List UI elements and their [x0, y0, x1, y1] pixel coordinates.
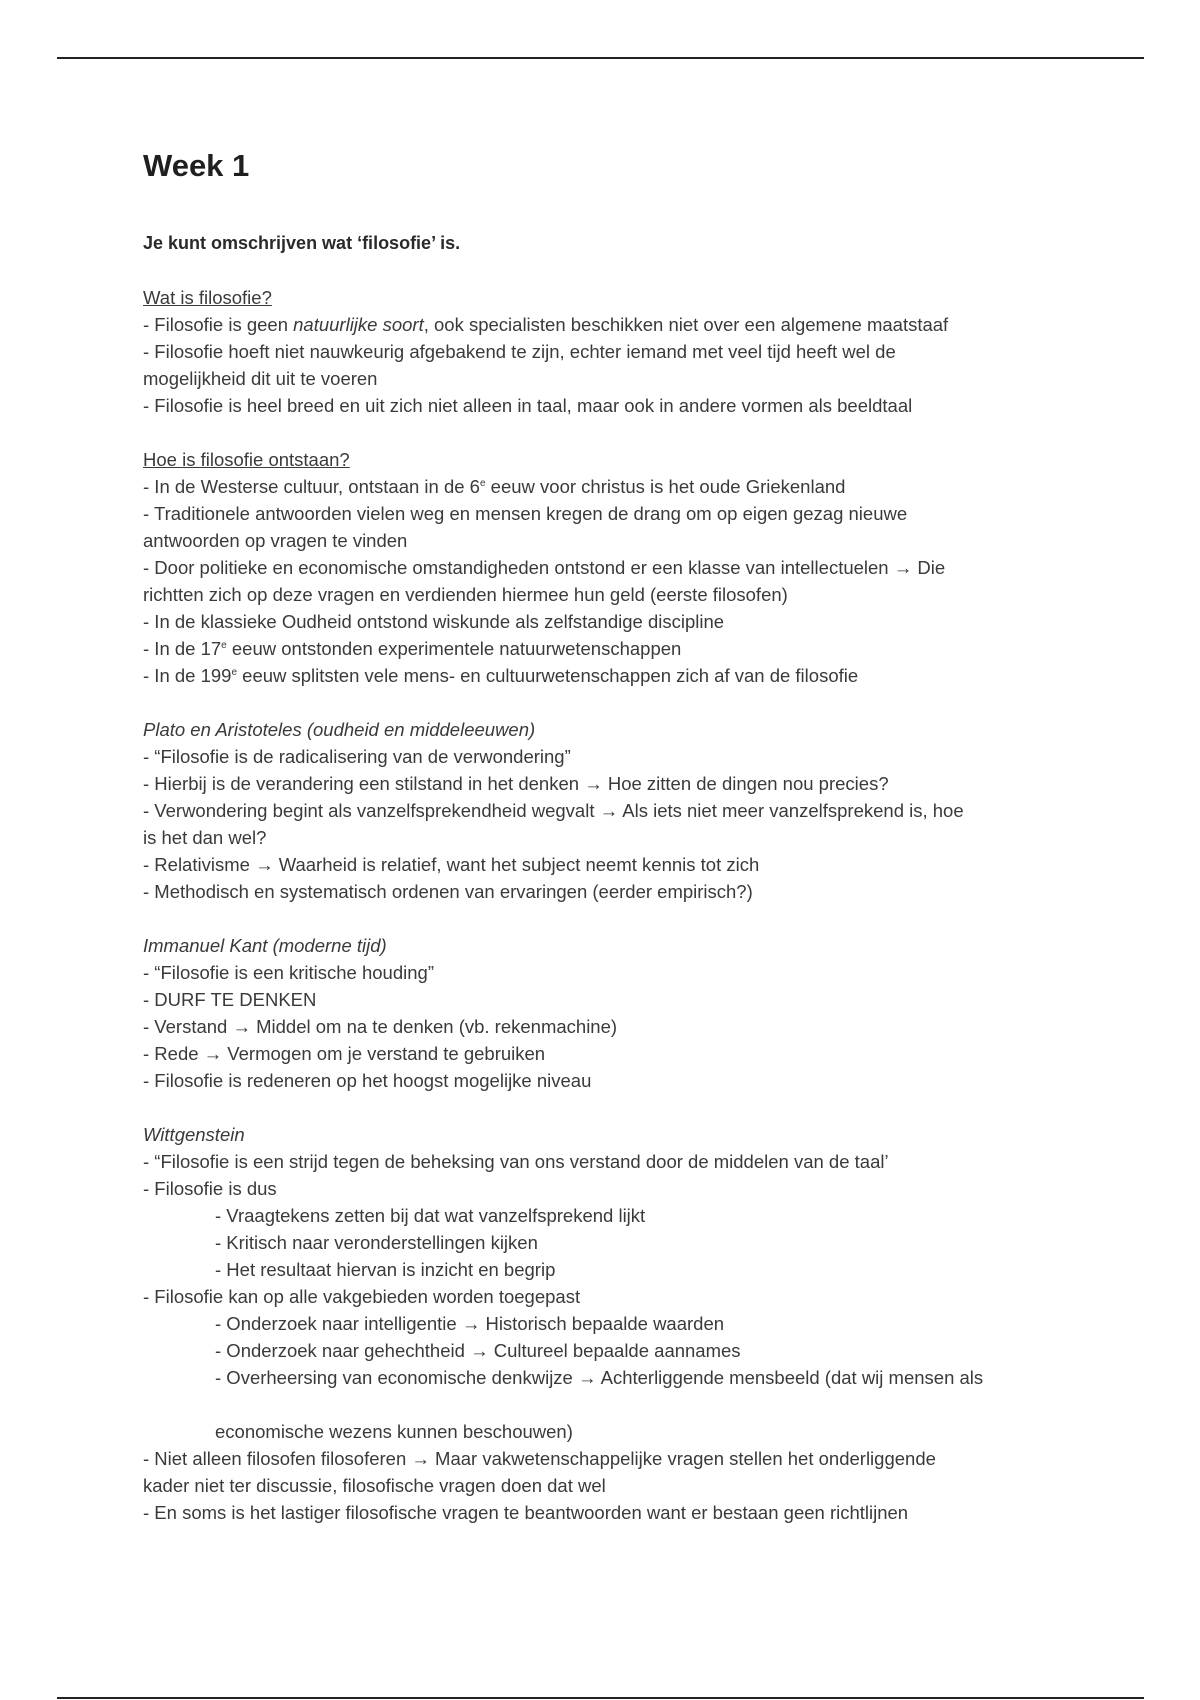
bullet-line: - Verstand → Middel om na te denken (vb. rekenmachine)	[143, 1016, 618, 1037]
section-heading: Wittgenstein	[143, 1124, 245, 1145]
bullet-line-continuation: richtten zich op deze vragen en verdienden hiermee hun geld (eerste filosofen)	[143, 584, 788, 605]
bullet-line: - “Filosofie is de radicalisering van de verwondering”	[143, 746, 571, 767]
section-heading: Hoe is filosofie ontstaan?	[143, 449, 350, 470]
section-hoe-is-filosofie-ontstaan	[143, 446, 1063, 689]
sub-bullet-line: - Kritisch naar veronderstellingen kijken	[215, 1232, 538, 1253]
sub-bullet-line: - Onderzoek naar gehechtheid → Cultureel bepaalde aannames	[215, 1340, 741, 1361]
arrow-icon: →	[203, 1043, 223, 1064]
arrow-icon: →	[255, 854, 274, 875]
bullet-line-continuation: antwoorden op vragen te vinden	[143, 530, 408, 551]
bullet-line: - Filosofie is geen natuurlijke soort, ook specialisten beschikken niet over een algemene maatstaaf	[143, 314, 949, 335]
bullet-line-continuation: mogelijkheid dit uit te voeren	[143, 368, 378, 389]
bullet-line: - “Filosofie is een strijd tegen de beheksing van ons verstand door de middelen van de taal’	[143, 1151, 889, 1172]
section-immanuel-kant	[143, 932, 1063, 1094]
arrow-icon: →	[461, 1313, 481, 1334]
arrow-icon: →	[893, 557, 913, 578]
section-plato-en-aristoteles	[143, 716, 1063, 905]
bullet-line-continuation: kader niet ter discussie, filosofische vragen doen dat wel	[143, 1475, 606, 1496]
section-heading: Wat is filosofie?	[143, 287, 272, 308]
bullet-line: - Door politieke en economische omstandigheden ontstond er een klasse van intellectuelen → Die	[143, 557, 946, 578]
bullet-line: - “Filosofie is een kritische houding”	[143, 962, 434, 983]
page-title: Week 1	[143, 148, 250, 183]
arrow-icon: →	[232, 1016, 251, 1037]
sub-bullet-line-continuation: economische wezens kunnen beschouwen)	[215, 1421, 573, 1442]
bullet-line: - Relativisme → Waarheid is relatief, want het subject neemt kennis tot zich	[143, 854, 760, 875]
bullet-line: - In de 17e eeuw ontstonden experimentele natuurwetenschappen	[143, 638, 682, 659]
section-wat-is-filosofie	[143, 284, 1063, 419]
bullet-line: - Niet alleen filosofen filosoferen → Maar vakwetenschappelijke vragen stellen het onderliggende	[143, 1448, 936, 1469]
bullet-line: - Filosofie kan op alle vakgebieden worden toegepast	[143, 1286, 581, 1307]
bullet-line: - Methodisch en systematisch ordenen van ervaringen (eerder empirisch?)	[143, 881, 753, 902]
bullet-line: - In de 199e eeuw splitsten vele mens- en cultuurwetenschappen zich af van de filosofie	[143, 665, 859, 686]
section-heading: Immanuel Kant (moderne tijd)	[143, 935, 387, 956]
bullet-line: - Rede → Vermogen om je verstand te gebruiken	[143, 1043, 546, 1064]
arrow-icon: →	[584, 773, 603, 794]
bullet-line: - In de Westerse cultuur, ontstaan in de 6e eeuw voor christus is het oude Griekenland	[143, 476, 846, 497]
bullet-line: - Traditionele antwoorden vielen weg en mensen kregen de drang om op eigen gezag nieuwe	[143, 503, 908, 524]
bullet-line: - In de klassieke Oudheid ontstond wiskunde als zelfstandige discipline	[143, 611, 725, 632]
sub-bullet-line: - Onderzoek naar intelligentie → Historisch bepaalde waarden	[215, 1313, 725, 1334]
sub-bullet-line: - Het resultaat hiervan is inzicht en begrip	[215, 1259, 556, 1280]
bullet-line-continuation: is het dan wel?	[143, 827, 267, 848]
section-wittgenstein	[143, 1121, 1063, 1526]
bullet-line: - Hierbij is de verandering een stilstand in het denken → Hoe zitten de dingen nou precies?	[143, 773, 889, 794]
bullet-line: - Filosofie is heel breed en uit zich niet alleen in taal, maar ook in andere vormen als beeldtaal	[143, 395, 913, 416]
sub-bullet-line: - Overheersing van economische denkwijze → Achterliggende mensbeeld (dat wij mensen als	[215, 1367, 984, 1388]
arrow-icon: →	[470, 1340, 489, 1361]
bullet-line: - En soms is het lastiger filosofische vragen te beantwoorden want er bestaan geen richtlijnen	[143, 1502, 909, 1523]
bullet-line: - Filosofie is dus	[143, 1178, 277, 1199]
arrow-icon: →	[411, 1448, 430, 1469]
footer-rule	[57, 1697, 1144, 1699]
bullet-line: - Filosofie is redeneren op het hoogst mogelijke niveau	[143, 1070, 592, 1091]
spacer	[143, 1391, 1063, 1418]
arrow-icon: →	[577, 1367, 597, 1388]
sub-bullet-line: - Vraagtekens zetten bij dat wat vanzelfsprekend lijkt	[215, 1205, 646, 1226]
document-body	[143, 140, 1063, 1526]
arrow-icon: →	[599, 800, 619, 821]
learning-objective: Je kunt omschrijven wat ‘filosofie’ is.	[143, 233, 461, 253]
bullet-line: - Verwondering begint als vanzelfsprekendheid wegvalt → Als iets niet meer vanzelfsprekend is, hoe	[143, 800, 964, 821]
bullet-line: - Filosofie hoeft niet nauwkeurig afgebakend te zijn, echter iemand met veel tijd heeft wel de	[143, 341, 896, 362]
header-rule	[57, 57, 1144, 59]
bullet-line: - DURF TE DENKEN	[143, 989, 317, 1010]
section-heading: Plato en Aristoteles (oudheid en middeleeuwen)	[143, 719, 536, 740]
